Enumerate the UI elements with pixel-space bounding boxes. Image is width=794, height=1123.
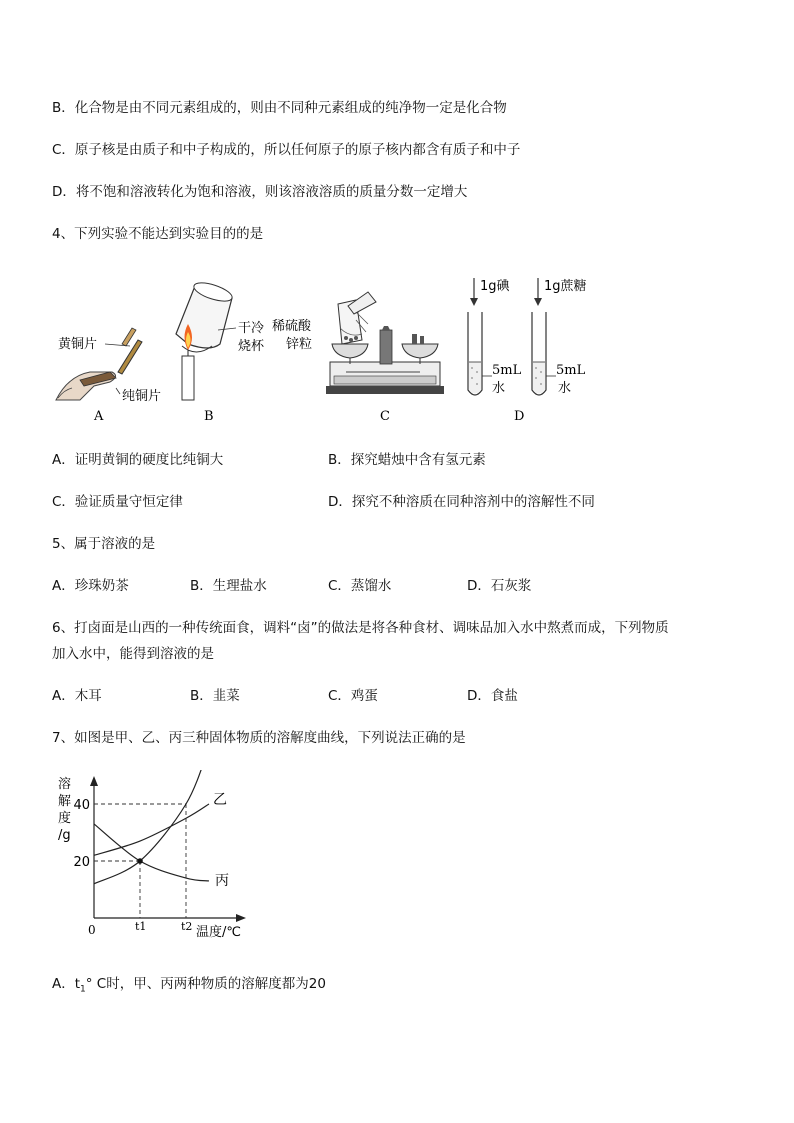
experiment-a xyxy=(56,328,161,424)
q7-option-a-main: A．t xyxy=(52,976,81,992)
q4-option-d: D．探究不种溶质在同种溶剂中的溶解性不同 xyxy=(328,494,595,510)
curve-label-3: 丙 xyxy=(215,872,229,889)
q5-option-a: A．珍珠奶茶 xyxy=(52,578,129,594)
q3-option-c: C．原子核是由质子和中子构成的，所以任何原子的原子核内都含有质子和中子 xyxy=(52,142,521,158)
q5-option-c: C．蒸馏水 xyxy=(328,578,392,594)
q7-option-a-rest: ° C时，甲、丙两种物质的溶解度都为20 xyxy=(85,976,326,992)
q7-option-a xyxy=(52,975,326,999)
x-axis-arrow xyxy=(236,914,246,922)
q6-option-c: C．鸡蛋 xyxy=(328,688,378,704)
label-iodine: 1g碘 xyxy=(480,279,510,294)
q5-stem: 5、属于溶液的是 xyxy=(52,536,156,552)
label-experiment-a: A xyxy=(94,409,104,424)
curve-3 xyxy=(94,824,209,881)
y-label-char-1: 解 xyxy=(58,794,72,809)
label-right-volume: 5mL xyxy=(556,363,586,378)
label-right-water: 水 xyxy=(558,381,572,396)
label-experiment-d: D xyxy=(514,409,525,424)
label-sucrose: 1g蔗糖 xyxy=(544,279,587,294)
y-label-char-0: 溶 xyxy=(58,777,72,792)
q6-stem-line2: 加入水中，能得到溶液的是 xyxy=(52,646,214,662)
q7-stem: 7、如图是甲、乙、丙三种固体物质的溶解度曲线，下列说法正确的是 xyxy=(52,730,466,746)
label-copper-sheet: 纯铜片 xyxy=(122,389,162,404)
q3-option-d: D．将不饱和溶液转化为饱和溶液，则该溶液溶质的质量分数一定增大 xyxy=(52,184,468,200)
x-axis-label: 温度/℃ xyxy=(196,925,241,940)
experiment-d xyxy=(468,278,587,424)
label-beaker: 烧杯 xyxy=(238,339,265,354)
q6-option-b: B．韭菜 xyxy=(190,688,240,704)
experiment-b xyxy=(176,279,265,424)
experiment-c xyxy=(272,292,444,424)
y-tick-label-0: 20 xyxy=(73,855,90,870)
q4-apparatus-figure xyxy=(50,272,610,427)
label-brass-sheet: 黄铜片 xyxy=(58,337,98,352)
label-zinc-granules: 锌粒 xyxy=(286,337,313,352)
q4-stem: 4、下列实验不能达到实验目的的是 xyxy=(52,226,264,242)
q4-option-c: C．验证质量守恒定律 xyxy=(52,494,183,510)
q4-option-b: B．探究蜡烛中含有氢元素 xyxy=(328,452,486,468)
y-axis-arrow xyxy=(90,776,98,786)
q7-option-a-subscript: 1 xyxy=(80,984,86,995)
q6-option-d: D．食盐 xyxy=(467,688,518,704)
curve-2 xyxy=(94,804,209,855)
origin-label: 0 xyxy=(88,923,96,937)
q6-option-a: A．木耳 xyxy=(52,688,102,704)
q5-option-d: D．石灰浆 xyxy=(467,578,532,594)
q3-option-b: B．化合物是由不同元素组成的，则由不同种元素组成的纯净物一定是化合物 xyxy=(52,100,507,116)
solubility-curve-chart xyxy=(52,770,252,945)
label-cold-dry: 干冷 xyxy=(238,321,265,336)
curve-label-2: 乙 xyxy=(213,792,227,808)
chart-text xyxy=(58,770,241,940)
label-left-volume: 5mL xyxy=(492,363,522,378)
x-tick-label-1: t2 xyxy=(181,920,193,933)
q5-option-b: B．生理盐水 xyxy=(190,578,267,594)
label-experiment-c: C xyxy=(380,409,390,424)
chart-curves xyxy=(94,770,209,884)
y-label-char-3: /g xyxy=(58,828,71,843)
label-dilute-sulfuric-acid: 稀硫酸 xyxy=(272,319,312,334)
label-left-water: 水 xyxy=(492,381,506,396)
x-tick-label-0: t1 xyxy=(135,920,147,933)
label-experiment-b: B xyxy=(204,409,214,424)
q6-stem-line1: 6、打卤面是山西的一种传统面食，调料“卤”的做法是将各种食材、调味品加入水中熬煮而成，下列物质 xyxy=(52,620,669,636)
q4-option-a: A．证明黄铜的硬度比纯铜大 xyxy=(52,452,224,468)
y-tick-label-1: 40 xyxy=(73,798,90,813)
intersection-point xyxy=(137,858,143,864)
y-label-char-2: 度 xyxy=(58,811,72,826)
